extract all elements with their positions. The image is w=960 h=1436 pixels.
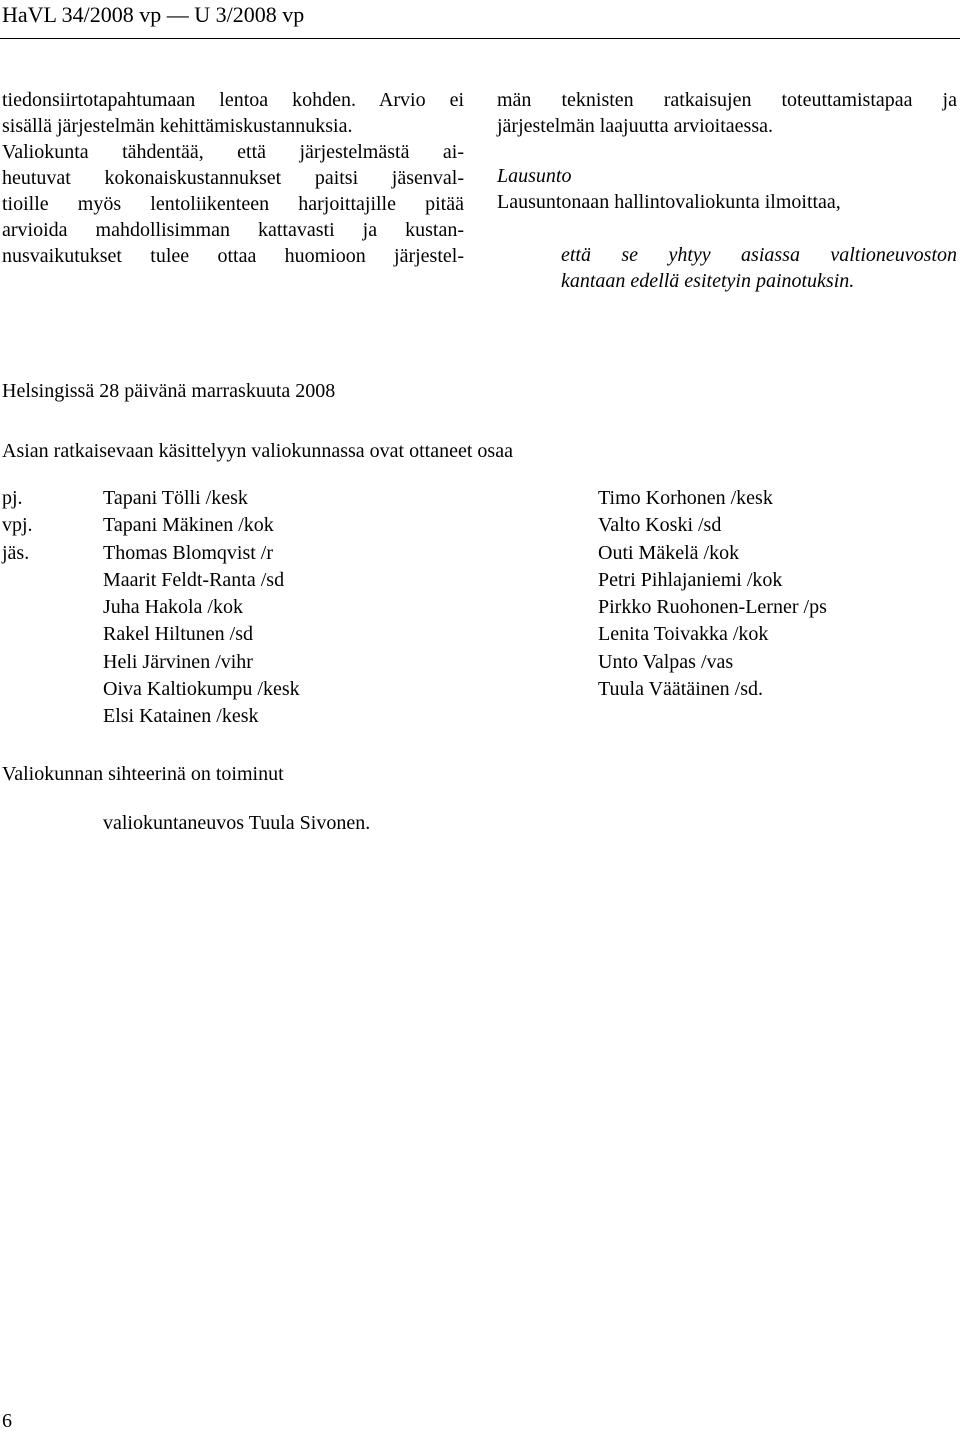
body-line: arvioida mahdollisimman kattavasti ja kustan- bbox=[2, 219, 464, 241]
document-title: HaVL 34/2008 vp — U 3/2008 vp bbox=[2, 2, 305, 27]
role-label: vpj. bbox=[2, 514, 33, 537]
page-header bbox=[0, 0, 960, 39]
section-heading: Lausunto bbox=[497, 165, 572, 187]
member-name: Tapani Tölli /kesk bbox=[103, 487, 248, 509]
member-name: Tuula Väätäinen /sd. bbox=[598, 678, 763, 701]
member-name: Rakel Hiltunen /sd bbox=[103, 623, 253, 646]
body-line: män teknisten ratkaisujen toteuttamistapaa ja bbox=[497, 89, 957, 111]
member-name: Petri Pihlajaniemi /kok bbox=[598, 568, 783, 591]
statement-intro: Lausuntonaan hallintovaliokunta ilmoittaa, bbox=[497, 191, 841, 213]
body-line: heutuvat kokonaiskustannukset paitsi jäsenval- bbox=[2, 167, 464, 189]
role-label: jäs. bbox=[2, 541, 30, 564]
participants-heading: Asian ratkaisevaan käsittelyyn valiokunnassa ovat ottaneet osaa bbox=[2, 440, 513, 462]
member-name: Maarit Feldt-Ranta /sd bbox=[103, 568, 285, 591]
member-name: Unto Valpas /vas bbox=[598, 650, 734, 673]
right-text-column bbox=[497, 87, 957, 294]
body-line: järjestelmän laajuutta arvioitaessa. bbox=[497, 115, 773, 137]
left-text-column bbox=[2, 87, 464, 269]
body-line: Valiokunta tähdentää, että järjestelmästä ai- bbox=[2, 141, 464, 163]
secretary-name: valiokuntaneuvos Tuula Sivonen. bbox=[103, 812, 371, 834]
member-list-left bbox=[103, 485, 483, 731]
body-line: tioille myös lentoliikenteen harjoittajille pitää bbox=[2, 193, 464, 215]
date-line: Helsingissä 28 päivänä marraskuuta 2008 bbox=[2, 380, 336, 402]
statement-line: että se yhtyy asiassa valtioneuvoston bbox=[561, 244, 957, 266]
role-label: pj. bbox=[2, 487, 23, 509]
member-name: Tapani Mäkinen /kok bbox=[103, 514, 274, 537]
body-line: sisällä järjestelmän kehittämiskustannuksia. bbox=[2, 115, 353, 137]
member-name: Pirkko Ruohonen-Lerner /ps bbox=[598, 596, 827, 619]
page-number: 6 bbox=[2, 1410, 12, 1432]
member-list-right bbox=[598, 485, 958, 703]
member-name: Valto Koski /sd bbox=[598, 514, 722, 537]
statement-line: kantaan edellä esitetyin painotuksin. bbox=[561, 270, 855, 292]
member-name: Heli Järvinen /vihr bbox=[103, 650, 253, 673]
member-name: Outi Mäkelä /kok bbox=[598, 541, 740, 564]
statement-block bbox=[561, 242, 957, 294]
member-name: Thomas Blomqvist /r bbox=[103, 541, 273, 564]
member-name: Timo Korhonen /kesk bbox=[598, 487, 773, 509]
member-name: Lenita Toivakka /kok bbox=[598, 623, 769, 646]
member-name: Elsi Katainen /kesk bbox=[103, 705, 259, 728]
body-line: nusvaikutukset tulee ottaa huomioon järjestel- bbox=[2, 245, 464, 267]
role-column bbox=[2, 485, 82, 567]
member-name: Oiva Kaltiokumpu /kesk bbox=[103, 678, 300, 701]
member-name: Juha Hakola /kok bbox=[103, 596, 243, 619]
body-line: tiedonsiirtotapahtumaan lentoa kohden. Arvio ei bbox=[2, 89, 464, 111]
secretary-heading: Valiokunnan sihteerinä on toiminut bbox=[2, 763, 284, 785]
